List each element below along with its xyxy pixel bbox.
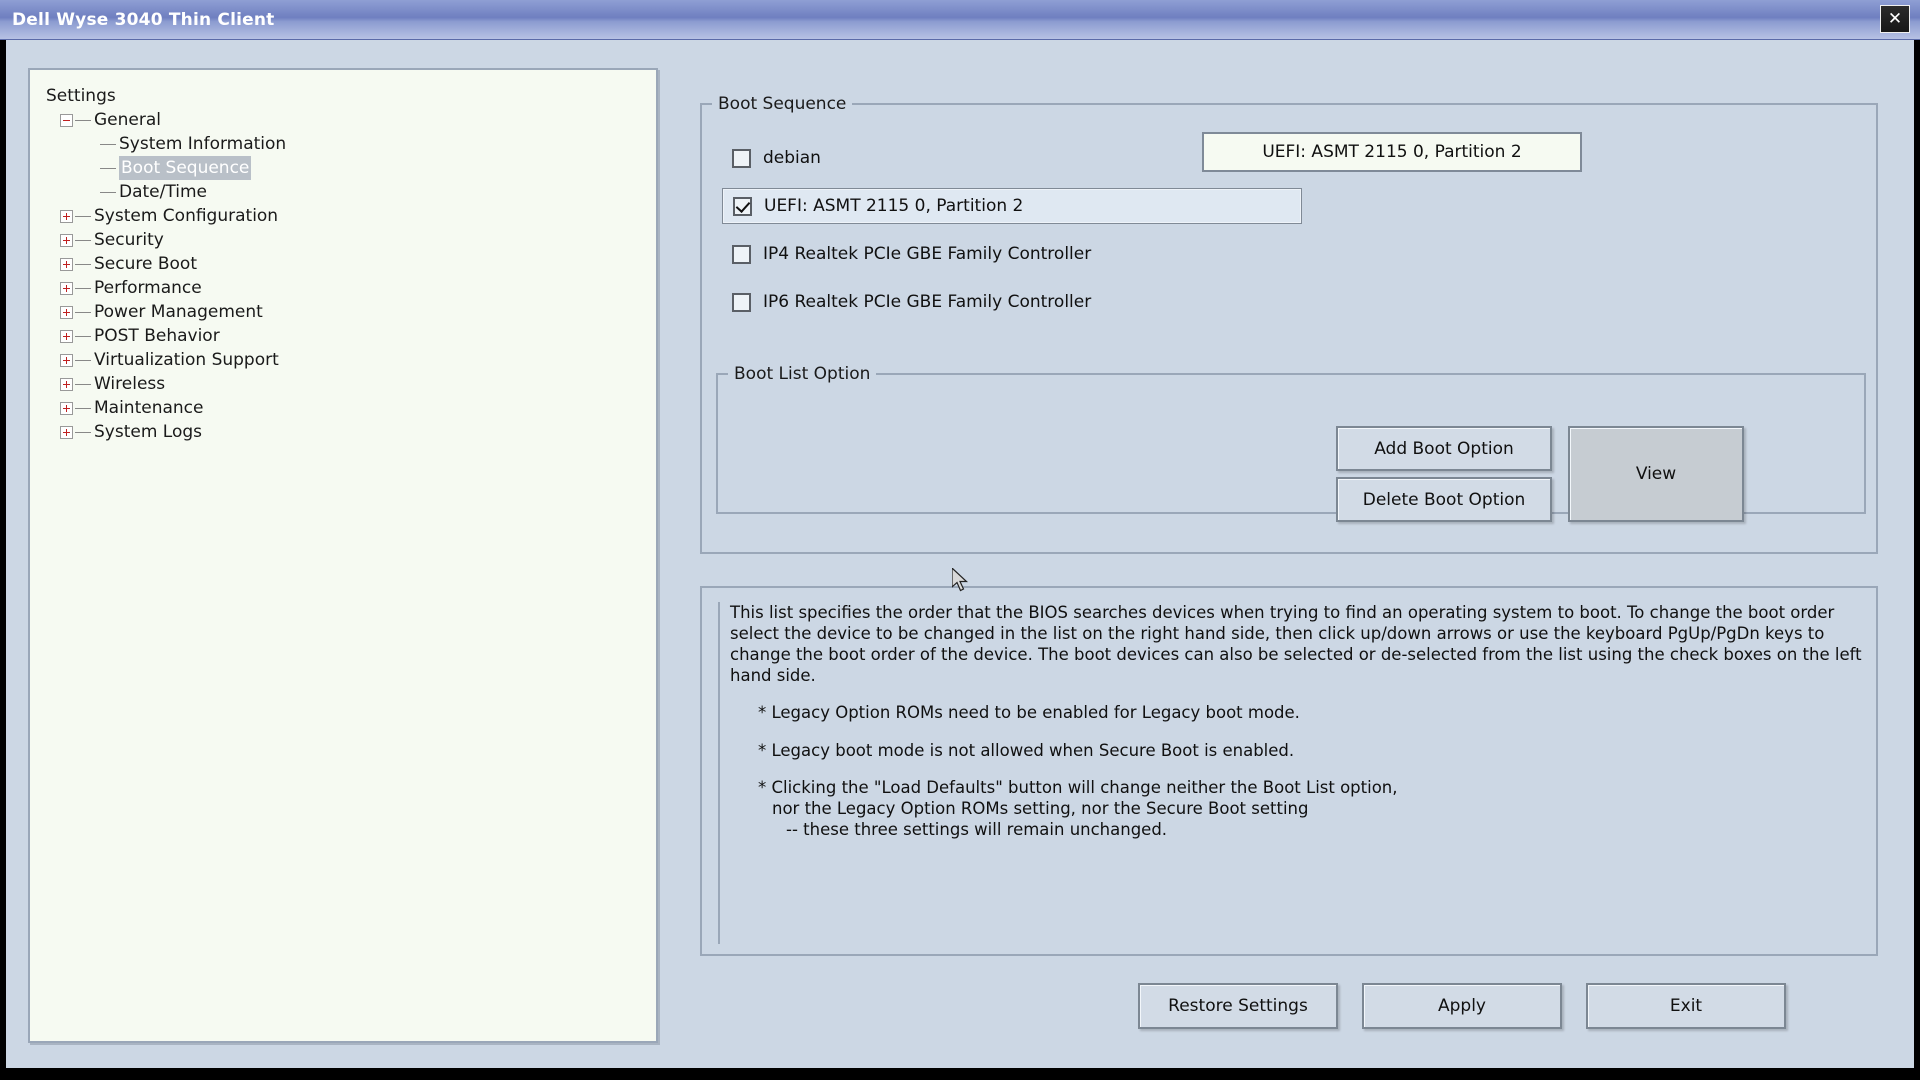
selected-boot-device-box[interactable]: UEFI: ASMT 2115 0, Partition 2 (1202, 132, 1582, 172)
tree-item-virtualization-support[interactable] (42, 348, 648, 372)
tree-connector (75, 216, 91, 217)
tree-item-label: Security (94, 230, 164, 250)
tree-connector (100, 192, 116, 193)
boot-sequence-legend: Boot Sequence (718, 94, 847, 114)
boot-entry-ip6-realtek[interactable] (722, 284, 1302, 320)
tree-item-label: Settings (46, 86, 116, 106)
tree-connector (75, 408, 91, 409)
apply-button[interactable]: Apply (1362, 983, 1562, 1029)
exit-button[interactable]: Exit (1586, 983, 1786, 1029)
tree-item-system-information[interactable] (42, 132, 648, 156)
tree-item-label: POST Behavior (94, 326, 220, 346)
tree-connector (75, 432, 91, 433)
expand-icon[interactable] (60, 330, 73, 343)
boot-entry-label: debian (763, 148, 821, 168)
tree-item-label: Date/Time (119, 182, 207, 202)
tree-item-boot-sequence[interactable] (42, 156, 648, 180)
tree-item-label: General (94, 110, 161, 130)
tree-item-secure-boot[interactable] (42, 252, 648, 276)
tree-item-date-time[interactable] (42, 180, 648, 204)
tree-item-label: System Information (119, 134, 287, 154)
close-icon[interactable]: ✕ (1880, 5, 1910, 33)
collapse-icon[interactable] (60, 114, 73, 127)
boot-entry-uefi-asmt[interactable] (722, 188, 1302, 224)
boot-entry-ip4-realtek[interactable] (722, 236, 1302, 272)
restore-settings-button[interactable]: Restore Settings (1138, 983, 1338, 1029)
expand-icon[interactable] (60, 354, 73, 367)
checkbox-icon[interactable] (732, 245, 751, 264)
tree-item-security[interactable] (42, 228, 648, 252)
expand-icon[interactable] (60, 426, 73, 439)
boot-sequence-group (700, 94, 1878, 554)
expand-icon[interactable] (60, 210, 73, 223)
tree-item-system-configuration[interactable] (42, 204, 648, 228)
tree-item-label: System Configuration (94, 206, 279, 226)
tree-item-maintenance[interactable] (42, 396, 648, 420)
tree-connector (75, 360, 91, 361)
tree-item-label: Wireless (94, 374, 166, 394)
settings-tree (30, 70, 656, 452)
tree-item-label: System Logs (94, 422, 203, 442)
tree-item-label: Secure Boot (94, 254, 197, 274)
expand-icon[interactable] (60, 282, 73, 295)
tree-connector (75, 384, 91, 385)
tree-item-system-logs[interactable] (42, 420, 648, 444)
boot-list-option-group (716, 364, 1866, 514)
tree-connector (75, 240, 91, 241)
help-bullet-2: * Legacy boot mode is not allowed when Secure Boot is enabled. (758, 740, 1295, 760)
screen-edge-left (0, 40, 6, 1068)
expand-icon[interactable] (60, 402, 73, 415)
boot-list-option-legend: Boot List Option (734, 364, 871, 384)
help-bullet-3-line3: -- these three settings will remain unchanged. (786, 819, 1168, 839)
view-button[interactable]: View (1568, 426, 1744, 522)
screen-edge-right (1914, 40, 1920, 1068)
settings-tree-panel[interactable] (28, 68, 658, 1043)
tree-connector (100, 168, 116, 169)
title-bar (0, 0, 1920, 40)
help-bullet-1: * Legacy Option ROMs need to be enabled for Legacy boot mode. (758, 703, 1300, 723)
tree-item-label: Power Management (94, 302, 263, 322)
boot-sequence-pane (700, 68, 1890, 1043)
tree-connector (75, 264, 91, 265)
tree-connector (100, 144, 116, 145)
checkbox-icon[interactable] (732, 293, 751, 312)
help-paragraph: This list specifies the order that the BIOS searches devices when trying to find an operating system to boot. To change the boot order select the device to be changed in the list on the right hand side, then click up/down arrows or use the keyboard PgUp/PgDn keys to change the boot order of the device. The boot devices can also be selected or de-selected from the list using the check boxes on the left hand side. (730, 603, 1862, 686)
tree-item-label: Maintenance (94, 398, 204, 418)
tree-item-label: Virtualization Support (94, 350, 279, 370)
help-bullet-3-line1: * Clicking the "Load Defaults" button will change neither the Boot List option, (758, 777, 1398, 797)
help-text-panel (700, 586, 1878, 956)
tree-connector (75, 336, 91, 337)
expand-icon[interactable] (60, 306, 73, 319)
boot-entry-label: UEFI: ASMT 2115 0, Partition 2 (764, 196, 1024, 216)
tree-item-post-behavior[interactable] (42, 324, 648, 348)
checkbox-checked-icon[interactable] (733, 197, 752, 216)
add-boot-option-button[interactable]: Add Boot Option (1336, 426, 1552, 471)
checkbox-icon[interactable] (732, 149, 751, 168)
tree-item-performance[interactable] (42, 276, 648, 300)
delete-boot-option-button[interactable]: Delete Boot Option (1336, 477, 1552, 522)
tree-item-general[interactable] (42, 108, 648, 132)
expand-icon[interactable] (60, 378, 73, 391)
boot-entry-label: IP4 Realtek PCIe GBE Family Controller (763, 244, 1092, 264)
boot-entry-label: IP6 Realtek PCIe GBE Family Controller (763, 292, 1092, 312)
tree-item-label: Performance (94, 278, 202, 298)
tree-item-power-management[interactable] (42, 300, 648, 324)
help-bullet-3-line2: nor the Legacy Option ROMs setting, nor the Secure Boot setting (772, 798, 1309, 818)
tree-connector (75, 288, 91, 289)
window-body (0, 40, 1920, 1080)
tree-connector (75, 120, 91, 121)
tree-item-wireless[interactable] (42, 372, 648, 396)
tree-item-settings[interactable] (42, 84, 648, 108)
help-text-inner (718, 602, 1862, 944)
expand-icon[interactable] (60, 258, 73, 271)
tree-connector (75, 312, 91, 313)
screen-edge-bottom (0, 1068, 1920, 1080)
help-bullet-3 (758, 777, 1862, 840)
expand-icon[interactable] (60, 234, 73, 247)
tree-item-label: Boot Sequence (121, 158, 250, 178)
window-title: Dell Wyse 3040 Thin Client (12, 10, 275, 30)
